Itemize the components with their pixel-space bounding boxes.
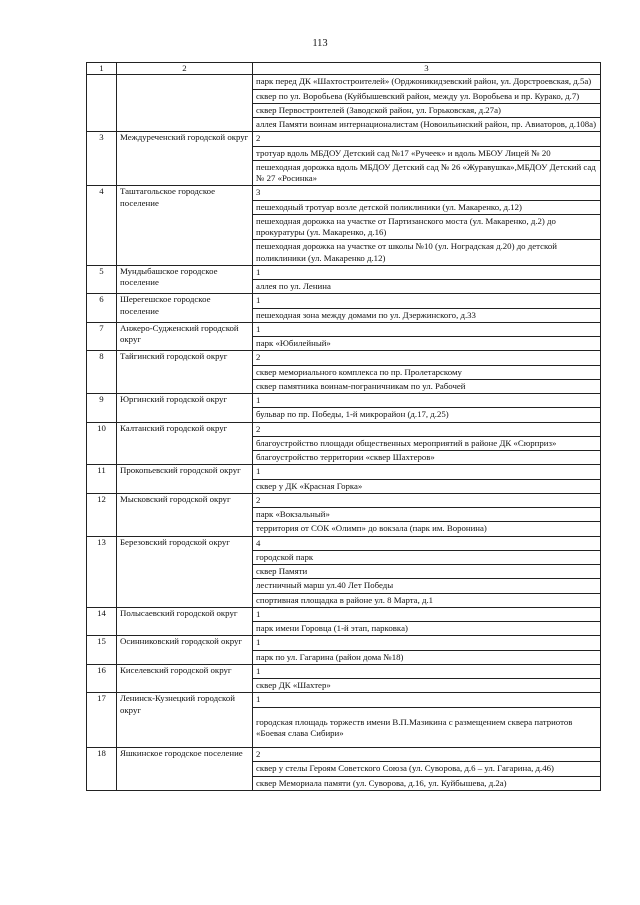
object-item: сквер Первостроителей (Заводской район, ул. Горьковская, д.27а) xyxy=(253,103,600,117)
objects-cell xyxy=(253,465,601,494)
objects-cell xyxy=(253,186,601,266)
objects-cell xyxy=(253,536,601,607)
object-item: благоустройство территории «сквер Шахтеров» xyxy=(253,450,600,464)
object-count: 4 xyxy=(256,537,261,548)
page-number: 113 xyxy=(312,38,328,49)
object-count: 1 xyxy=(256,665,261,676)
object-count: 1 xyxy=(256,637,261,648)
municipality-name: Мысковский городской округ xyxy=(117,493,253,536)
object-item: парк перед ДК «Шахтостроителей» (Орджоникидзевский район, ул. Дорстроевская, д.5а) xyxy=(256,76,592,87)
object-item: лестничный марш ул.40 Лет Победы xyxy=(253,578,600,592)
object-count: 2 xyxy=(256,352,261,363)
row-number: 5 xyxy=(87,265,117,294)
row-number: 8 xyxy=(87,351,117,394)
object-count: 1 xyxy=(256,323,261,334)
row-number: 12 xyxy=(87,493,117,536)
row-number: 6 xyxy=(87,294,117,323)
row-number xyxy=(87,75,117,132)
municipality-name: Полысаевский городской округ xyxy=(117,607,253,636)
row-number: 3 xyxy=(87,132,117,186)
municipality-name: Анжеро-Судженский городской округ xyxy=(117,322,253,351)
object-item: парк имени Горовца (1-й этап, парковка) xyxy=(253,621,600,635)
table-row xyxy=(87,75,601,132)
object-count: 1 xyxy=(256,266,261,277)
table-header-row xyxy=(87,63,601,75)
object-item: спортивная площадка в районе ул. 8 Марта, д.1 xyxy=(253,593,600,607)
row-number: 16 xyxy=(87,664,117,693)
object-item: пешеходный тротуар возле детской поликлиники (ул. Макаренко, д.12) xyxy=(253,200,600,214)
object-item: тротуар вдоль МБДОУ Детский сад №17 «Ручеек» и вдоль МБОУ Лицей № 20 xyxy=(253,146,600,160)
object-item: парк «Вокзальный» xyxy=(253,507,600,521)
object-count: 2 xyxy=(256,423,261,434)
table-row xyxy=(87,265,601,294)
table-row xyxy=(87,607,601,636)
object-item: аллея Памяти воинам интернационалистам (Новоильинский район, пр. Авиаторов, д.108а) xyxy=(253,117,600,131)
objects-cell xyxy=(253,493,601,536)
table-row xyxy=(87,465,601,494)
table-row xyxy=(87,186,601,266)
object-item: сквер по ул. Воробьева (Куйбышевский район, между ул. Воробьева и пр. Курако, д.7) xyxy=(253,89,600,103)
object-item: пешеходная дорожка вдоль МБДОУ Детский сад № 26 «Журавушка»,МБДОУ Детский сад № 27 «Росинка» xyxy=(253,160,600,186)
municipality-name: Таштагольское городское поселение xyxy=(117,186,253,266)
object-item: сквер ДК «Шахтер» xyxy=(253,678,600,692)
objects-cell xyxy=(253,607,601,636)
municipality-name: Киселевский городской округ xyxy=(117,664,253,693)
row-number: 9 xyxy=(87,394,117,423)
row-number: 13 xyxy=(87,536,117,607)
row-number: 17 xyxy=(87,693,117,748)
object-count: 1 xyxy=(256,466,261,477)
municipality-name xyxy=(117,75,253,132)
allocation-table xyxy=(86,62,601,791)
table-row xyxy=(87,322,601,351)
object-item: пешеходная дорожка на участке от школы №10 (ул. Ноградская д.20) до детской поликлиники (ул. Макаренко д.12) xyxy=(253,239,600,265)
object-item: пешеходная дорожка на участке от Партизанского моста (ул. Макаренко, д.2) до прокуратуры (ул. Макаренко, д.16) xyxy=(253,214,600,240)
object-item: бульвар по пр. Победы, 1-й микрорайон (д.17, д.25) xyxy=(253,407,600,421)
municipality-name: Яшкинское городское поселение xyxy=(117,748,253,791)
object-item: сквер памятника воинам-пограничникам по ул. Рабочей xyxy=(253,379,600,393)
objects-cell xyxy=(253,394,601,423)
row-number: 15 xyxy=(87,636,117,665)
table-row xyxy=(87,748,601,791)
table-row xyxy=(87,132,601,186)
municipality-name: Шерегешское городское поселение xyxy=(117,294,253,323)
object-item: сквер Мемориала памяти (ул. Суворова, д.16, ул. Куйбышева, д.2а) xyxy=(253,776,600,790)
objects-cell xyxy=(253,294,601,323)
row-number: 10 xyxy=(87,422,117,465)
object-item: сквер у стелы Героям Советского Союза (ул. Суворова, д.6 – ул. Гагарина, д.46) xyxy=(253,761,600,775)
table-row xyxy=(87,693,601,748)
table-row xyxy=(87,493,601,536)
object-count: 2 xyxy=(256,494,261,505)
object-count: 1 xyxy=(256,295,261,306)
object-item: сквер у ДК «Красная Горка» xyxy=(253,479,600,493)
object-item: пешеходная зона между домами по ул. Дзержинского, д.33 xyxy=(253,308,600,322)
objects-cell xyxy=(253,75,601,132)
municipality-name: Междуреченский городской округ xyxy=(117,132,253,186)
objects-cell xyxy=(253,636,601,665)
municipality-name: Мундыбашское городское поселение xyxy=(117,265,253,294)
objects-cell xyxy=(253,664,601,693)
municipality-name: Калтанский городской округ xyxy=(117,422,253,465)
row-number: 18 xyxy=(87,748,117,791)
object-count: 2 xyxy=(256,133,261,144)
object-item: городской парк xyxy=(253,550,600,564)
objects-cell xyxy=(253,748,601,791)
object-item: парк «Юбилейный» xyxy=(253,336,600,350)
object-item: аллея по ул. Ленина xyxy=(253,279,600,293)
row-number: 7 xyxy=(87,322,117,351)
object-count: 1 xyxy=(256,694,261,705)
table-row xyxy=(87,422,601,465)
object-item: городская площадь торжеств имени В.П.Мазикина с размещением сквера патриотов «Боевая слава Сибири» xyxy=(253,707,600,748)
municipality-name: Прокопьевский городской округ xyxy=(117,465,253,494)
header-col-1: 1 xyxy=(87,63,117,75)
object-count: 1 xyxy=(256,608,261,619)
objects-cell xyxy=(253,265,601,294)
table-row xyxy=(87,636,601,665)
table-row xyxy=(87,351,601,394)
objects-cell xyxy=(253,132,601,186)
objects-cell xyxy=(253,693,601,748)
objects-cell xyxy=(253,322,601,351)
header-col-2: 2 xyxy=(117,63,253,75)
object-item: территория от СОК «Олимп» до вокзала (парк им. Воронина) xyxy=(253,521,600,535)
table-row xyxy=(87,664,601,693)
table-row xyxy=(87,536,601,607)
table-row xyxy=(87,294,601,323)
objects-cell xyxy=(253,351,601,394)
municipality-name: Юргинский городской округ xyxy=(117,394,253,423)
municipality-name: Осинниковский городской округ xyxy=(117,636,253,665)
objects-cell xyxy=(253,422,601,465)
municipality-name: Березовский городской округ xyxy=(117,536,253,607)
object-item: парк по ул. Гагарина (район дома №18) xyxy=(253,650,600,664)
object-count: 1 xyxy=(256,395,261,405)
municipality-name: Ленинск-Кузнецкий городской округ xyxy=(117,693,253,748)
object-item: благоустройство площади общественных мероприятий в районе ДК «Сюрприз» xyxy=(253,436,600,450)
table-row xyxy=(87,394,601,423)
municipality-name: Тайгинский городской округ xyxy=(117,351,253,394)
header-col-3: 3 xyxy=(253,63,601,75)
row-number: 14 xyxy=(87,607,117,636)
object-item: сквер мемориального комплекса по пр. Пролетарскому xyxy=(253,365,600,379)
object-item: сквер Памяти xyxy=(253,564,600,578)
object-count: 2 xyxy=(256,749,261,759)
row-number: 11 xyxy=(87,465,117,494)
object-count: 3 xyxy=(256,187,261,198)
row-number: 4 xyxy=(87,186,117,266)
